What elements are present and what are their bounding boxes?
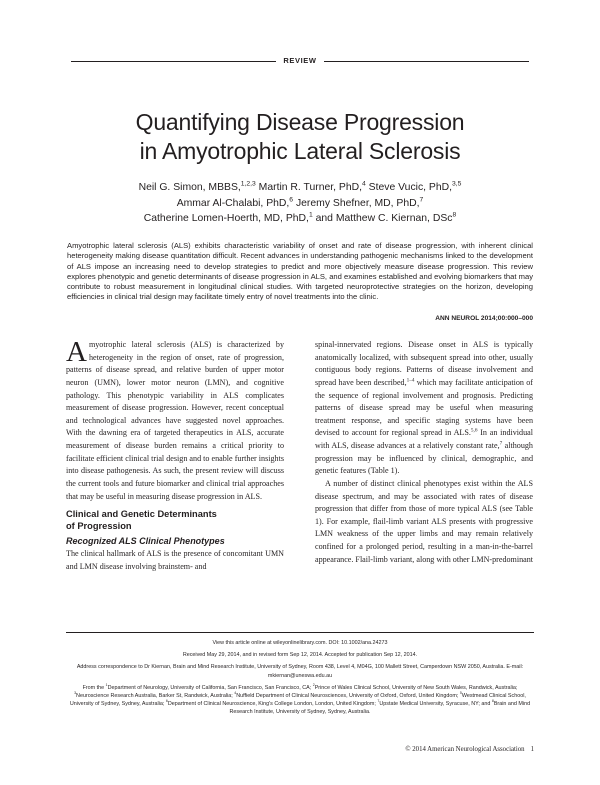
affiliation-ref: 8 (452, 211, 457, 219)
author-name: Neil G. Simon, MBBS, (138, 182, 241, 193)
correspondence-address: Address correspondence to Dr Kiernan, Brain and Mind Research Institute, University of Sydney, Room 438, Level 4, M04G, 100 Mallett Street, Camperdown NSW 2050, Australia. E-mail: mkiernan@uneswa.edu.au (76, 664, 524, 679)
journal-citation: ANN NEUROL 2014;00:000–000 (435, 315, 533, 322)
author-name: Catherine Lomen-Hoerth, MD, PhD, (143, 213, 309, 224)
title-line-1: Quantifying Disease Progression (135, 109, 465, 135)
review-label: REVIEW (276, 55, 324, 67)
affiliation-ref: 1,2,3 (240, 180, 256, 188)
section-heading (66, 509, 284, 532)
article-front-notes (66, 632, 534, 721)
affiliation-text: Neuroscience Research Australia, Barker St, Randwick, Australia; (76, 693, 235, 700)
affiliation-text: Department of Clinical Neuroscience, King's College London, London, United Kingdom; (167, 701, 378, 708)
page-footer (360, 745, 534, 755)
notes-divider (66, 632, 534, 633)
author-name: Steve Vucic, PhD, (365, 182, 453, 193)
title-line-2: in Amyotrophic Lateral Sclerosis (139, 138, 461, 164)
body-text: spinal-innervated regions. Disease onset in ALS is typically anatomically localized, with subsequent spread into other, usually contiguous body regions. Patterns of disease involvement and spread have been described, (315, 340, 533, 387)
affiliation-number: 4 (234, 691, 237, 696)
affiliation-number: 3 (74, 691, 77, 696)
affiliation-text: Brain and Mind Research Institute, University of Sydney, Sydney, Australia. (229, 701, 531, 716)
affiliations (66, 684, 534, 717)
section-heading-line-2: of Progression (66, 520, 132, 531)
reference-citation[interactable]: 7 (499, 440, 503, 447)
page-number: 1 (530, 746, 534, 753)
body-column-left (66, 336, 284, 573)
affiliation-text: Nuffield Department of Clinical Neurosciences, University of Oxford, Oxford, United Kingdom; (236, 693, 460, 700)
affiliation-text: Department of Neurology, University of California, San Francisco, San Francisco, CA; (107, 684, 313, 691)
body-text: In an individual with ALS, disease advances at a relatively constant rate, (315, 428, 533, 450)
body-text: which may facilitate anticipation of the sequence of regional involvement and prognosis. Predicting patterns of disease spread may be useful when measuring treatment response, and specific staging systems have been devised to account for regional spread in ALS. (315, 377, 533, 438)
online-access-note: View this article online at wileyonlinelibrary.com. DOI: 10.1002/ana.24273 (212, 640, 388, 646)
intro-paragraph (66, 336, 284, 503)
body-column-right (315, 339, 533, 566)
affiliation-ref: 4 (362, 180, 366, 188)
affiliation-ref: 7 (419, 196, 424, 204)
author-line-1 (60, 180, 540, 196)
section-heading-line-1: Clinical and Genetic Determinants (66, 509, 217, 520)
affiliation-ref: 3,5 (452, 180, 462, 188)
abstract: Amyotrophic lateral sclerosis (ALS) exhibits characteristic variability of onset and rate of disease progression, with inherent clinical heterogeneity making disease quantitation difficult. Recent advances in understanding pathogenic mechanisms linked to the development of ALS impose an increasing need to develop strategies to predict and more objectively measure disease progression. This review explores phenotypic and genetic determinants of disease progression in ALS, and examines established and evolving biomarkers that may contribute to robust measurement in longitudinal clinical studies. With targeted neuroprotective strategies on the horizon, developing efficiencies in clinical trial design may facilitate timely entry of novel treatments into the clinic. (67, 241, 533, 302)
affiliation-text: Upstate Medical University, Syracuse, NY; and (379, 701, 492, 708)
author-line-3 (60, 211, 540, 227)
reference-citation[interactable]: 1–4 (406, 377, 415, 384)
author-list (60, 180, 540, 227)
reference-citation[interactable]: 5,6 (470, 427, 478, 434)
affiliation-number: 7 (377, 699, 380, 704)
body-paragraph (315, 339, 533, 478)
body-paragraph: The clinical hallmark of ALS is the presence of concomitant UMN and LMN disease involving brainstem- and (66, 549, 284, 571)
drop-cap: A (66, 336, 87, 368)
affiliation-text: Prince of Wales Clinical School, University of New South Wales, Randwick, Australia; (314, 684, 518, 691)
subsection-heading: Recognized ALS Clinical Phenotypes (66, 536, 225, 547)
author-name: Ammar Al-Chalabi, PhD, (176, 197, 290, 209)
received-dates: Received May 29, 2014, and in revised form Sep 12, 2014. Accepted for publication Sep 12, 2014. (182, 652, 418, 659)
author-name: Jeremy Shefner, MD, PhD, (293, 197, 420, 209)
affiliation-text: Westmead Clinical School, University of Sydney, Sydney, Australia; (69, 693, 526, 708)
author-line-2 (60, 196, 540, 212)
intro-text: myotrophic lateral sclerosis (ALS) is characterized by heterogeneity in the region of onset, rate of progression, patterns of disease spread, and relative burden of upper motor neuron (UMN), lower motor neuron (LMN), and cognitive pathology. This phenotypic variability in ALS complicates measurement of disease progression. However, recent conceptual and technological advances have suggested novel approaches. With the dawning era of targeted therapeutics in ALS, accurate measurement of disease burden remains a critical priority to facilitate efficient clinical trial design and to enable further insights into disease pathogenesis. As such, the present review will discuss the current tools and future biomarker and clinical trial approaches that may be useful in measuring disease progression in ALS. (66, 340, 284, 501)
author-name: Martin R. Turner, PhD, (255, 182, 363, 193)
affiliation-number: 5 (459, 691, 462, 696)
article-title (60, 108, 540, 166)
affiliations-prefix: From the (82, 684, 106, 691)
copyright-notice: © 2014 American Neurological Association (405, 746, 525, 753)
author-name: and Matthew C. Kiernan, DSc (312, 213, 453, 224)
affiliation-number: 2 (312, 683, 315, 688)
affiliation-ref: 6 (289, 196, 294, 204)
affiliation-ref: 1 (308, 211, 313, 219)
body-text: although progression may be influenced by clinical, demographic, and genetic features (Table 1). (315, 441, 533, 476)
body-paragraph: A number of distinct clinical phenotypes exist within the ALS disease spectrum, and may be associated with rates of disease progression that differ from those of more typical ALS (see Table 1). For example, flail-limb variant ALS presents with progressive LMN weakness of the upper limbs and may remain relatively confined for a prolonged period, resulting in a man-in-the-barrel appearance. Flail-limb variant, along with other LMN-predominant (315, 478, 534, 564)
affiliation-number: 6 (165, 699, 168, 704)
affiliation-number: 8 (491, 699, 494, 704)
affiliation-number: 1 (105, 683, 108, 688)
